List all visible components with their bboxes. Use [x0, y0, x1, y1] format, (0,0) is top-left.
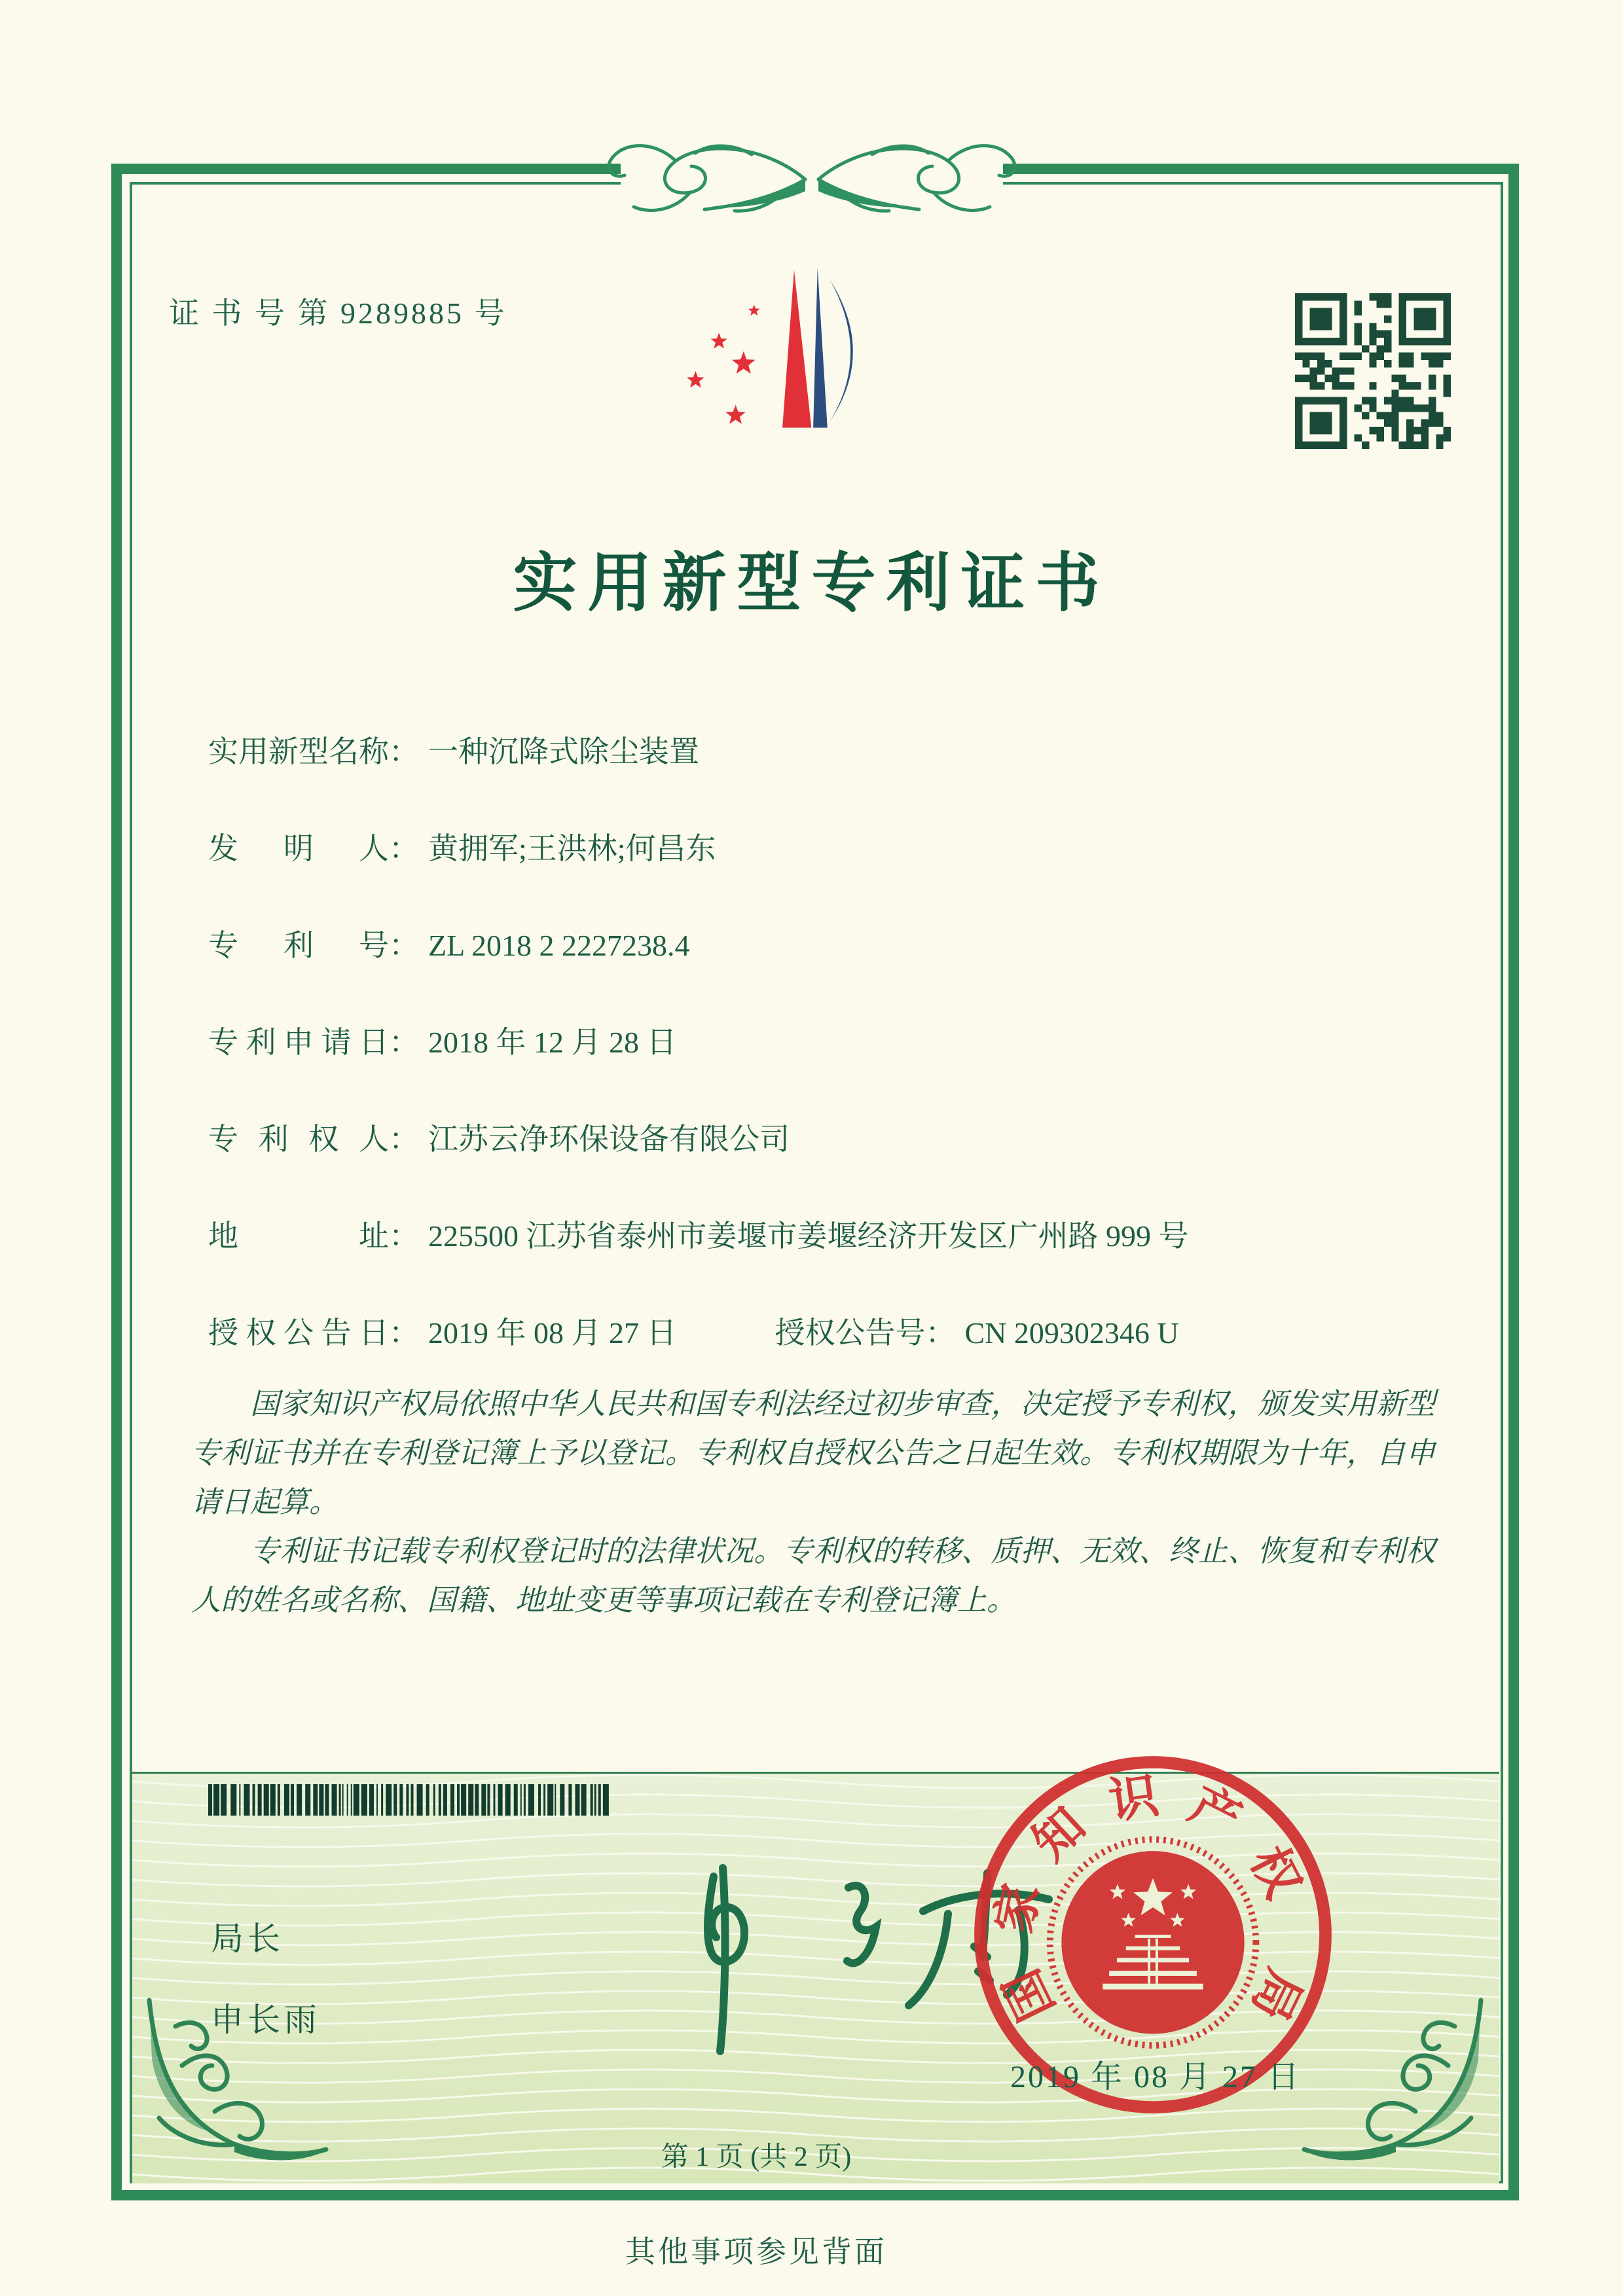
- field-address: [208, 1212, 1189, 1255]
- field-patent-number: [208, 922, 690, 965]
- field-inventors: [208, 825, 716, 868]
- qr-code: [1295, 293, 1451, 449]
- svg-text:权: 权: [1239, 1838, 1311, 1907]
- field-label: 专利号: [208, 929, 389, 962]
- field-label: 实用新型名称: [208, 735, 389, 768]
- director-name: 申长雨: [211, 2001, 321, 2038]
- colon: ：: [389, 1316, 419, 1350]
- logo-blue-spike: [813, 268, 828, 428]
- field-value: 2018 年 12 月 28 日: [428, 1026, 677, 1059]
- field-filing-date: [208, 1018, 677, 1062]
- barcode: [208, 1784, 617, 1816]
- field-label: 专利申请日: [208, 1026, 389, 1059]
- field-value: 2019 年 08 月 27 日: [428, 1316, 677, 1350]
- field-grant-date-and-number: [208, 1309, 1179, 1352]
- legal-paragraph-2: 专利证书记载专利权登记时的法律状况。专利权的转移、质押、无效、终止、恢复和专利权人的姓名或名称、国籍、地址变更等事项记载在专利登记簿上。: [191, 1535, 1435, 1617]
- field-value-grant-number: CN 209302346 U: [964, 1316, 1179, 1350]
- logo-red-spike: [782, 270, 811, 428]
- director-title-label: 局长: [211, 1920, 284, 1957]
- colon: ：: [389, 1122, 419, 1156]
- field-label: 发明人: [208, 832, 389, 865]
- field-label-grant-number: 授权公告号: [775, 1316, 926, 1350]
- colon: ：: [389, 1026, 419, 1059]
- certificate-title: 实用新型专利证书: [513, 548, 1110, 619]
- colon: ：: [389, 832, 419, 865]
- logo-blue-arc: [830, 280, 853, 422]
- page-number: 第 1 页 (共 2 页): [661, 2142, 852, 2172]
- field-patentee: [208, 1115, 790, 1158]
- svg-text:国: 国: [994, 1961, 1065, 2029]
- legal-paragraph-1: 国家知识产权局依照中华人民共和国专利法经过初步审查，决定授予专利权，颁发实用新型专利证书并在专利登记簿上予以登记。专利权自授权公告之日起生效。专利权期限为十年，自申请日起算。: [191, 1388, 1435, 1518]
- national-emblem: [1050, 1839, 1256, 2045]
- svg-text:知: 知: [1023, 1798, 1096, 1871]
- field-value: 江苏云净环保设备有限公司: [428, 1122, 790, 1156]
- field-value: 225500 江苏省泰州市姜堰市姜堰经济开发区广州路 999 号: [428, 1219, 1189, 1253]
- field-utility-model-name: [208, 728, 699, 771]
- field-label: 地址: [208, 1219, 389, 1253]
- svg-text:产: 产: [1180, 1777, 1250, 1848]
- patent-office-logo-icon: [668, 265, 877, 443]
- svg-text:局: 局: [1241, 1961, 1311, 2029]
- field-value: ZL 2018 2 2227238.4: [428, 929, 690, 962]
- legal-text-block: [191, 1380, 1435, 1625]
- svg-text:家: 家: [987, 1879, 1050, 1938]
- colon: ：: [389, 929, 419, 962]
- svg-text:识: 识: [1106, 1768, 1162, 1829]
- back-side-note: 其他事项参见背面: [625, 2235, 887, 2269]
- colon: ：: [389, 735, 419, 768]
- seal-date: 2019 年 08 月 27 日: [1010, 2060, 1301, 2094]
- top-scroll-ornament: [536, 128, 1088, 228]
- field-value: 一种沉降式除尘装置: [428, 735, 699, 768]
- colon: ：: [389, 1219, 419, 1253]
- field-value: 黄拥军;王洪林;何昌东: [428, 832, 716, 865]
- colon: ：: [925, 1316, 956, 1350]
- field-label: 授权公告日: [208, 1316, 389, 1350]
- certificate-number: 证 书 号 第 9289885 号: [169, 296, 507, 330]
- field-label: 专利权人: [208, 1122, 389, 1156]
